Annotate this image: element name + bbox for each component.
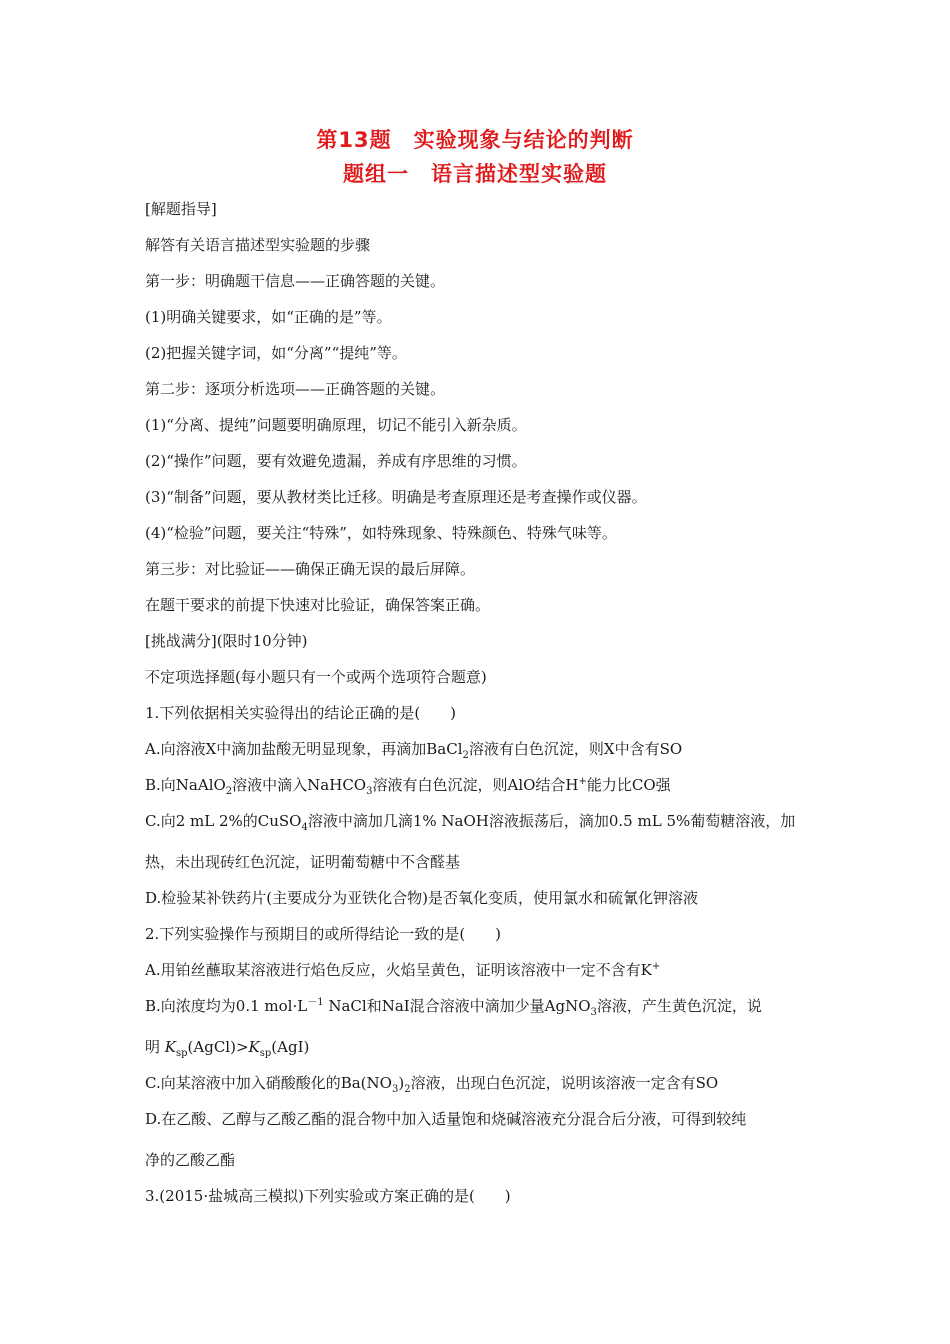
question-1-option-d: D.检验某补铁药片(主要成分为亚铁化合物)是否氧化变质，使用氯水和硫氰化钾溶液 xyxy=(145,889,698,907)
step-1-item-1: (1)明确关键要求，如“正确的是”等。 xyxy=(145,308,392,326)
step-1: 第一步：明确题干信息——正确答题的关键。 xyxy=(145,272,446,290)
question-type: 不定项选择题(每小题只有一个或两个选项符合题意) xyxy=(145,668,487,686)
question-2-option-b-cont: 明 $K_{sp}(AgCl)>K_{sp}(AgI)$ xyxy=(145,1038,310,1059)
step-3: 第三步：对比验证——确保正确无误的最后屏障。 xyxy=(145,560,476,578)
question-2-stem: 2.下列实验操作与预期目的或所得结论一致的是( ) xyxy=(145,925,502,943)
page-subtitle: 题组一 语言描述型实验题 xyxy=(343,162,607,186)
question-1-stem: 1.下列依据相关实验得出的结论正确的是( ) xyxy=(145,704,457,722)
question-2-option-c: C.向某溶液中加入硝酸酸化的$Ba(NO_3)_2$溶液，出现白色沉淀，说明该溶液一定含有SO xyxy=(145,1074,719,1095)
question-3-stem: 3.(2015·盐城高三模拟)下列实验或方案正确的是( ) xyxy=(145,1187,511,1205)
question-2-option-d-cont: 净的乙酸乙酯 xyxy=(145,1151,236,1169)
step-2-item-2: (2)“操作”问题，要有效避免遗漏，养成有序思维的习惯。 xyxy=(145,452,527,470)
step-1-item-2: (2)把握关键字词，如“分离”“提纯”等。 xyxy=(145,344,407,362)
step-3-item-1: 在题干要求的前提下快速对比验证，确保答案正确。 xyxy=(145,596,491,614)
question-1-option-c-cont: 热，未出现砖红色沉淀，证明葡萄糖中不含醛基 xyxy=(145,853,461,871)
question-1-option-b: B.向NaAlO$_2$溶液中滴入NaHCO$_3$溶液有白色沉淀，则AlO结合H+能力比CO强 xyxy=(145,776,671,797)
challenge-header: [挑战满分](限时10分钟) xyxy=(145,632,308,650)
question-2-option-a: A.用铂丝蘸取某溶液进行焰色反应，火焰呈黄色，证明该溶液中一定不含有K+ xyxy=(145,961,661,979)
question-2-option-d: D.在乙酸、乙醇与乙酸乙酯的混合物中加入适量饱和烧碱溶液充分混合后分液，可得到较纯 xyxy=(145,1110,747,1128)
step-2-item-3: (3)“制备”问题，要从教材类比迁移。明确是考查原理还是考查操作或仪器。 xyxy=(145,488,647,506)
guide-intro: 解答有关语言描述型实验题的步骤 xyxy=(145,236,371,254)
step-2-item-4: (4)“检验”问题，要关注“特殊”，如特殊现象、特殊颜色、特殊气味等。 xyxy=(145,524,617,542)
question-2-option-b: B.向浓度均为0.1 $mol\cdot L^{-1}$ NaCl和NaI混合溶液中滴加少量AgNO$_3$溶液，产生黄色沉淀，说 xyxy=(145,997,762,1018)
question-1-option-a: A.向溶液X中滴加盐酸无明显现象，再滴加BaCl$_2$溶液有白色沉淀，则X中含有SO xyxy=(145,740,683,761)
guide-header: [解题指导] xyxy=(145,200,217,218)
step-2: 第二步：逐项分析选项——正确答题的关键。 xyxy=(145,380,446,398)
step-2-item-1: (1)“分离、提纯”问题要明确原理，切记不能引入新杂质。 xyxy=(145,416,527,434)
question-1-option-c: C.向2 mL 2%的CuSO$_4$溶液中滴加几滴1% NaOH溶液振荡后，滴加0.5 mL 5%葡萄糖溶液，加 xyxy=(145,812,796,833)
page-title: 第13题 实验现象与结论的判断 xyxy=(316,128,634,152)
